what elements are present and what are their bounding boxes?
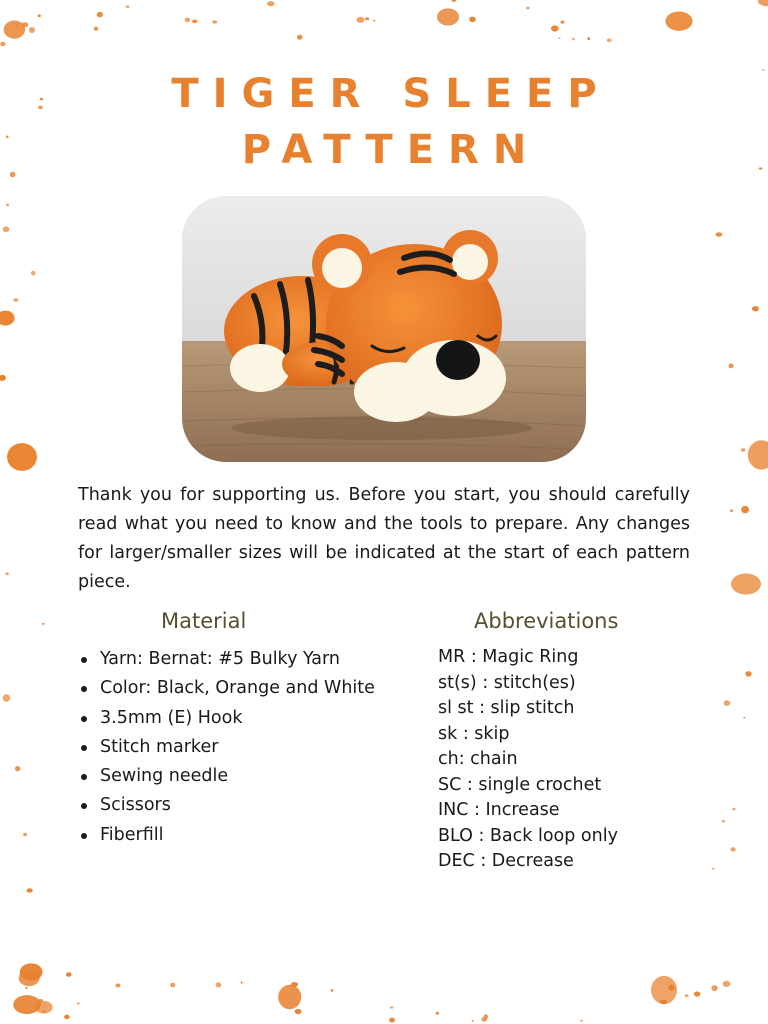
speckle xyxy=(0,42,5,47)
speckle xyxy=(20,963,43,980)
speckle xyxy=(716,232,723,237)
list-item: INC : Increase xyxy=(438,800,560,820)
speckle xyxy=(390,1006,394,1008)
speckle xyxy=(15,23,17,25)
abbreviations-list xyxy=(438,645,738,875)
speckle xyxy=(295,1009,302,1014)
material-list xyxy=(78,645,378,850)
speckle xyxy=(730,509,733,512)
speckle xyxy=(66,972,72,977)
list-item: Color: Black, Orange and White xyxy=(78,674,378,703)
speckle xyxy=(660,1000,668,1005)
speckle xyxy=(469,17,476,23)
speckle xyxy=(436,1012,439,1015)
list-item: DEC : Decrease xyxy=(438,851,574,871)
speckle xyxy=(38,15,41,18)
speckle xyxy=(758,0,768,6)
speckle xyxy=(94,26,99,31)
speckle xyxy=(365,17,369,20)
speckle xyxy=(3,694,11,701)
speckle xyxy=(192,20,198,24)
list-item: st(s) : stitch(es) xyxy=(438,672,576,693)
speckle xyxy=(607,39,612,43)
speckle xyxy=(77,1002,80,1004)
speckle xyxy=(685,994,689,997)
list-item: 3.5mm (E) Hook xyxy=(78,704,378,733)
list-item: Stitch marker xyxy=(78,733,378,762)
speckle xyxy=(0,375,6,381)
page-title-line-1: TIGER SLEEP xyxy=(171,71,611,117)
speckle xyxy=(241,982,243,984)
speckle xyxy=(452,0,456,2)
page-title-line-2: PATTERN xyxy=(241,127,541,173)
speckle xyxy=(297,35,302,40)
speckle xyxy=(38,999,44,1003)
speckle xyxy=(741,506,749,513)
speckle xyxy=(741,448,746,451)
speckle xyxy=(748,440,768,469)
speckle xyxy=(64,1015,70,1019)
speckle xyxy=(185,18,190,23)
list-item: ch: chain xyxy=(438,749,518,769)
speckle xyxy=(267,1,275,6)
speckle xyxy=(6,204,9,207)
speckle xyxy=(126,6,130,8)
speckle xyxy=(212,20,217,23)
speckle xyxy=(278,985,301,1009)
list-item: sk : skip xyxy=(438,723,510,744)
material-heading: Material xyxy=(161,609,247,633)
speckle xyxy=(29,27,35,33)
speckle xyxy=(331,989,334,992)
speckle xyxy=(484,1014,488,1019)
speckle xyxy=(22,22,28,27)
speckle xyxy=(4,21,25,39)
speckle xyxy=(170,983,175,988)
speckle xyxy=(743,717,745,719)
speckle xyxy=(745,671,751,677)
speckle xyxy=(723,981,731,987)
speckle xyxy=(711,985,717,991)
list-item: Yarn: Bernat: #5 Bulky Yarn xyxy=(78,645,378,674)
speckle xyxy=(13,298,18,301)
speckle xyxy=(572,38,575,41)
speckle xyxy=(216,982,222,987)
speckle xyxy=(651,976,677,1004)
list-item: Fiberfill xyxy=(78,821,378,850)
speckle xyxy=(526,7,530,10)
speckle xyxy=(0,311,15,326)
speckle xyxy=(389,1018,395,1023)
speckle xyxy=(580,1020,583,1022)
list-item: MR : Magic Ring xyxy=(438,647,579,667)
list-item: sl st : slip stitch xyxy=(438,698,575,718)
speckle xyxy=(97,12,103,17)
speckle xyxy=(23,833,27,837)
speckle xyxy=(31,271,35,276)
speckle xyxy=(729,363,734,368)
list-item: Sewing needle xyxy=(78,762,378,791)
speckle xyxy=(665,12,692,31)
speckle xyxy=(27,888,33,892)
speckle xyxy=(15,766,20,771)
speckle xyxy=(481,1017,487,1022)
speckle xyxy=(587,37,590,40)
speckle xyxy=(356,17,364,23)
speckle xyxy=(19,970,40,986)
speckle xyxy=(373,20,376,22)
speckle xyxy=(291,982,298,987)
speckle xyxy=(561,21,565,24)
speckle xyxy=(437,8,459,25)
list-item: BLO : Back loop only xyxy=(438,825,618,846)
abbreviations-heading: Abbreviations xyxy=(474,609,619,633)
tiger-plush-photo xyxy=(182,196,586,462)
list-item: SC : single crochet xyxy=(438,774,602,795)
intro-paragraph: Thank you for supporting us. Before you start, you should carefully read what you need to know and the tools to prepare. Any changes for larger/smaller sizes will be indicated at the start of each pattern piece. xyxy=(78,485,690,592)
speckle xyxy=(25,987,28,989)
speckle xyxy=(731,573,761,594)
speckle xyxy=(115,983,120,987)
speckle xyxy=(752,306,759,311)
speckle xyxy=(35,1001,52,1014)
speckle xyxy=(472,1020,474,1022)
list-item: Scissors xyxy=(78,791,378,820)
speckle xyxy=(551,25,559,31)
speckle xyxy=(5,572,8,575)
speckle xyxy=(3,227,10,232)
speckle xyxy=(7,443,37,471)
speckle xyxy=(694,991,700,996)
speckle xyxy=(668,985,674,991)
speckle xyxy=(42,623,45,625)
speckle xyxy=(42,1010,45,1012)
speckle xyxy=(558,38,560,39)
speckle xyxy=(13,995,41,1014)
